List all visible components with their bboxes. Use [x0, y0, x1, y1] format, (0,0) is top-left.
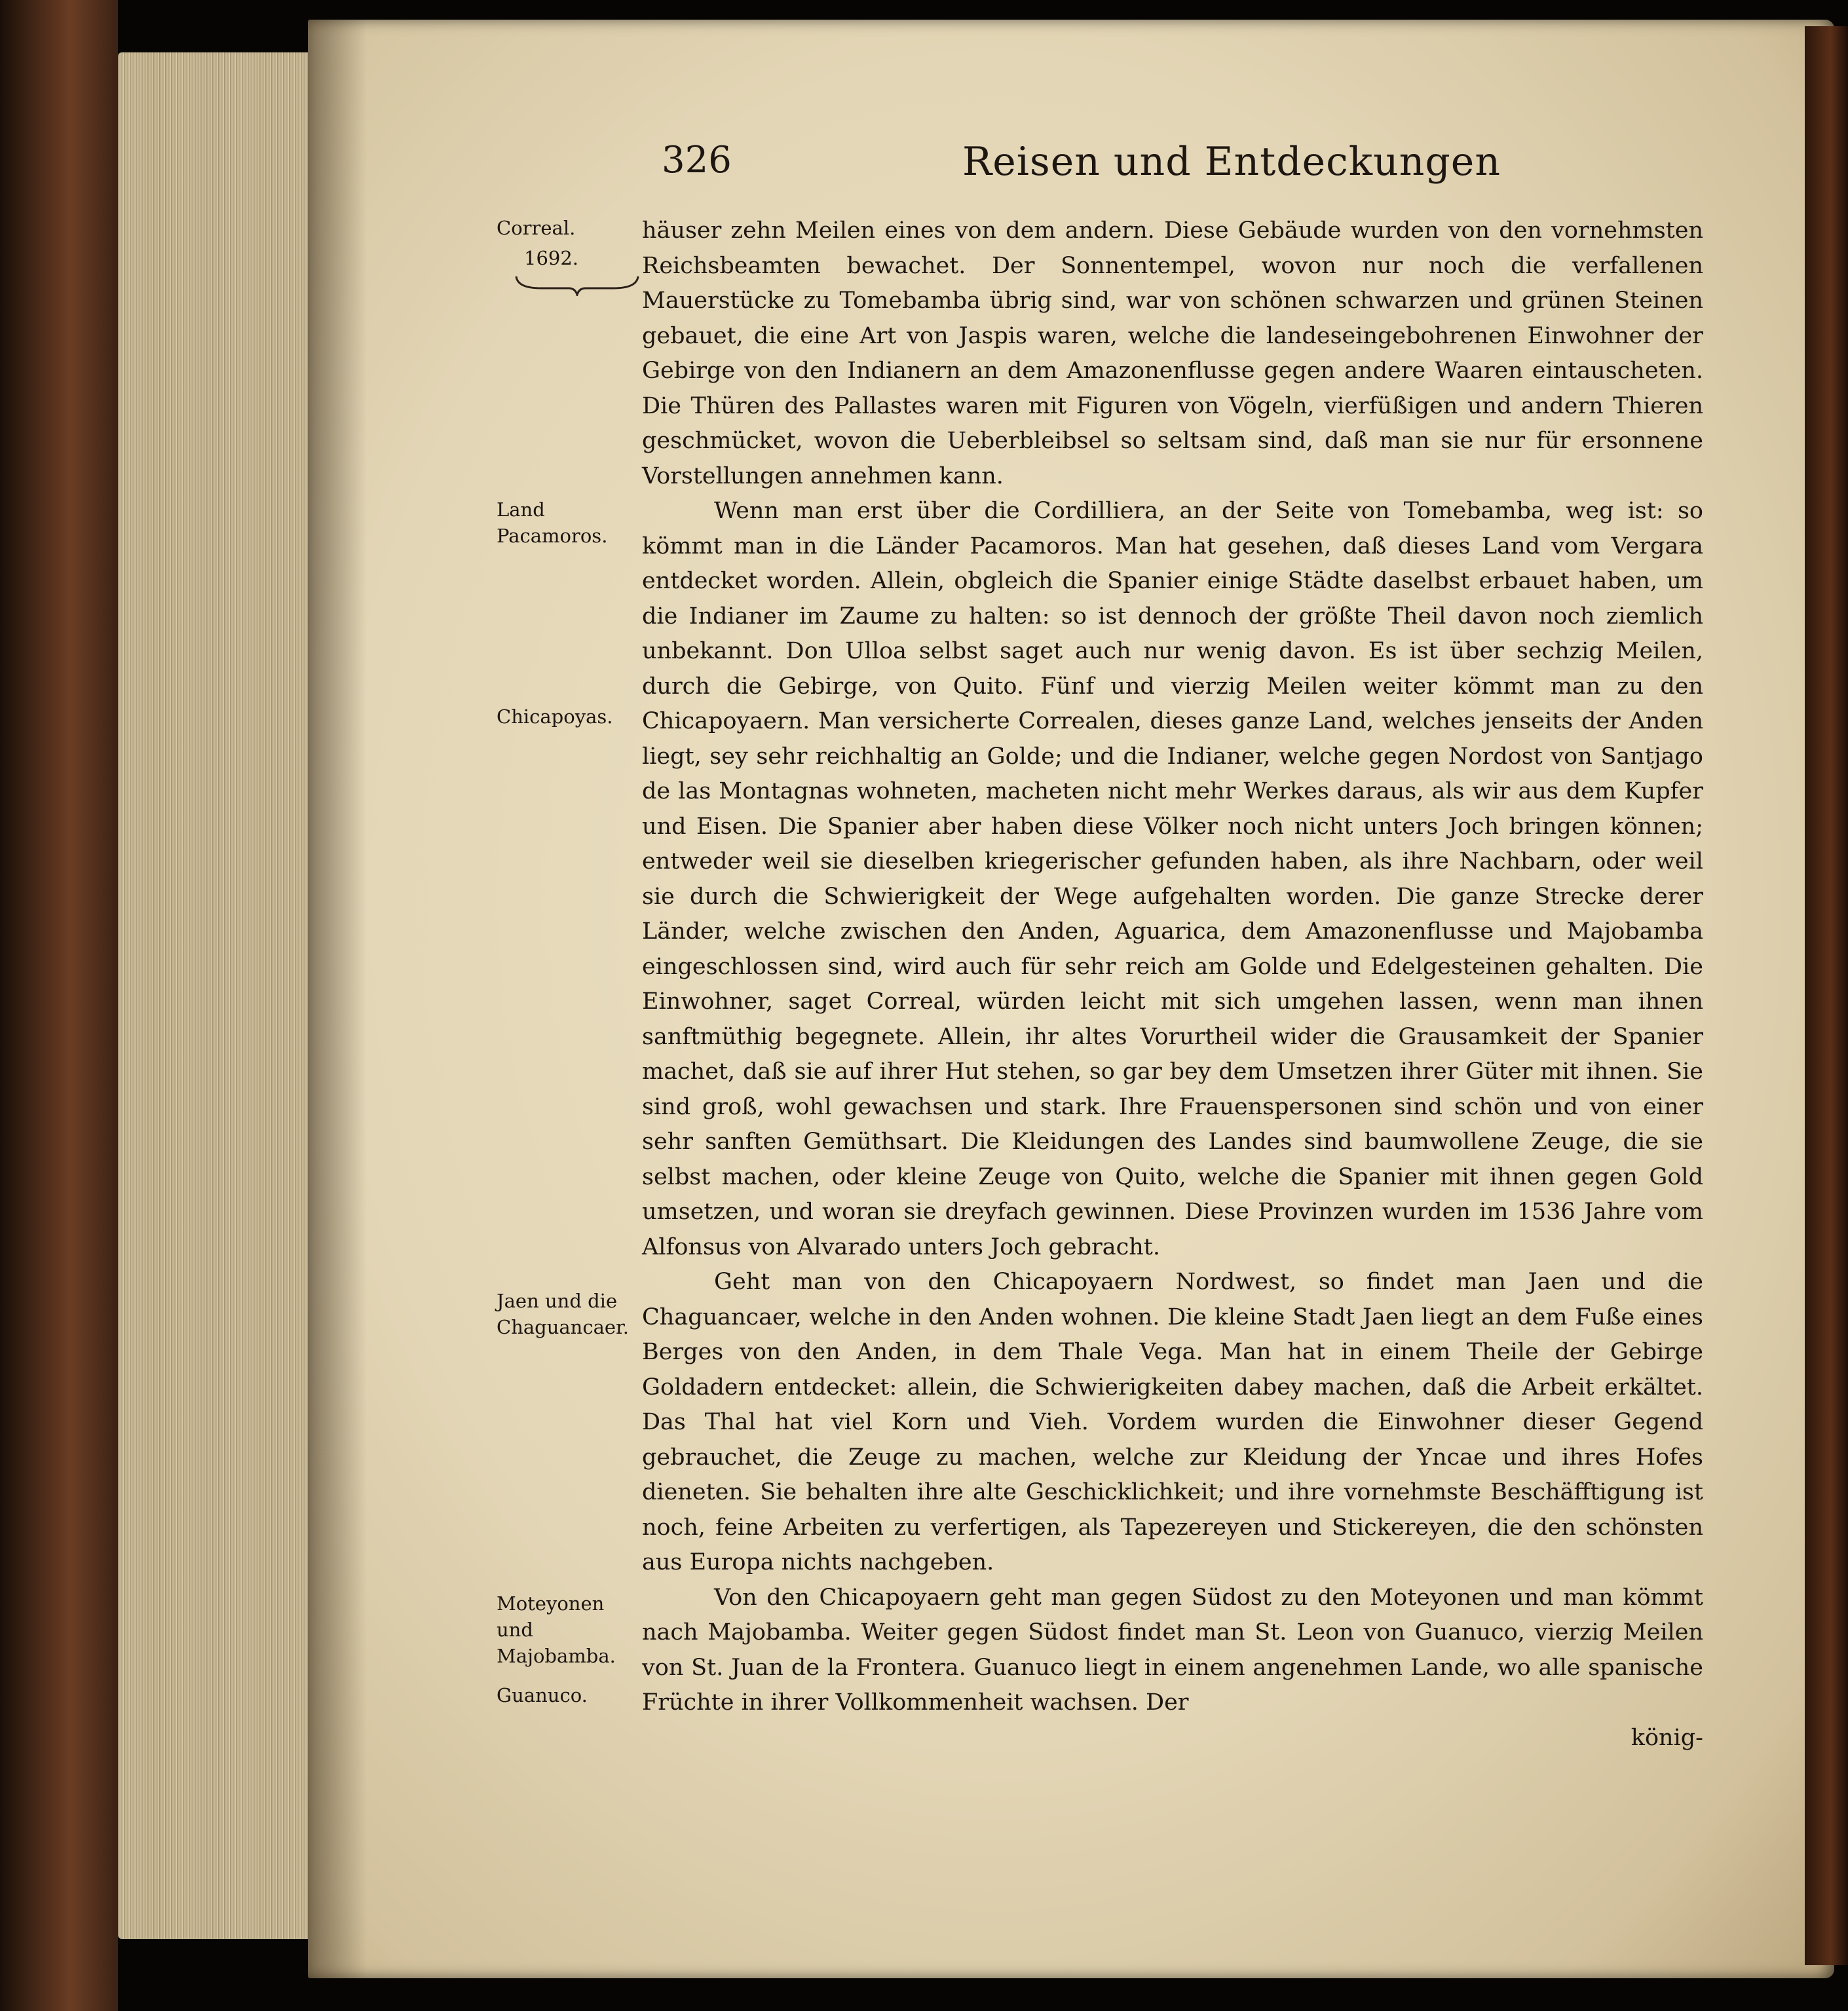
margin-note-chicapoyas: Chicapoyas.	[497, 705, 613, 728]
book-cover-left	[0, 0, 118, 2011]
page-header	[662, 139, 1723, 185]
page-number: 326	[662, 139, 732, 181]
margin-note-pacamoros: Land Pacamoros.	[497, 498, 608, 547]
paragraph-3: Geht man von den Chicapoyaern Nordwest, so findet man Jaen und die Chaguancaer, welche in den Anden wohnen. Die kleine Stadt Jaen liegt an dem Fuße eines Berges von den Anden, in dem Thale Vega. Man hat in einem Theile der Gebirge Goldadern entdecket: allein, die Schwierigkeiten dabey machen, daß die Arbeit erkältet. Das Thal hat viel Korn und Vieh. Vordem wurden die Einwohner dieser Gegend gebrauchet, die Zeuge zu machen, welche zur Kleidung der Yncae und ihres Hofes dieneten. Sie behalten ihre alte Geschicklichkeit; und ihre vornehmste Beschäfftigung ist noch, feine Arbeiten zu verfertigen, als Tapezereyen und Stickereyen, die den schönsten aus Europa nichts nachgeben.	[642, 1269, 1703, 1575]
spine-shadow	[308, 20, 367, 1978]
margin-note-year: 1692.	[524, 247, 579, 269]
body-text	[642, 214, 1703, 1756]
brace-ornament	[515, 274, 639, 296]
margin-note-jaen: Jaen und die Chaguancaer.	[497, 1290, 629, 1338]
paragraph-4: Von den Chicapoyaern geht man gegen Südost zu den Moteyonen und man kömmt nach Majobamba. Weiter gegen Südost findet man St. Leon von Guanuco, vierzig Meilen von St. Juan de la Frontera. Guanuco liegt in einem angenehmen Lande, wo alle spanische Früchte in ihrer Vollkommenheit wachsen. Der	[642, 1584, 1703, 1716]
paragraph-1: häuser zehn Meilen eines von dem andern. Diese Gebäude wurden von den vornehmsten Reichsbeamten bewachet. Der Sonnentempel, wovon nur noch die verfallenen Mauerstücke zu Tomebamba übrig sind, war von schönen schwarzen und grünen Steinen gebauet, die eine Art von Jaspis waren, welche die landeseingebohrenen Einwohner der Gebirge von den Indianern an dem Amazonenflusse gegen andere Waaren eintauscheten. Die Thüren des Pallastes waren mit Figuren von Vögeln, vierfüßigen und andern Thieren geschmücket, wovon die Ueberbleibsel so seltsam sind, daß man sie nur für ersonnene Vorstellungen annehmen kann.	[642, 217, 1703, 489]
margin-note-moteyonen: Moteyonen und Majobamba.	[497, 1592, 616, 1667]
margin-note-correal: Correal.	[497, 217, 576, 239]
running-head: Reisen und Entdeckungen	[962, 139, 1501, 185]
page-edges	[118, 52, 314, 1939]
catchword: könig-	[1631, 1724, 1703, 1751]
book-cover-right	[1805, 26, 1848, 1965]
margin-note-guanuco: Guanuco.	[497, 1684, 588, 1706]
paragraph-2: Wenn man erst über die Cordilliera, an der Seite von Tomebamba, weg ist: so kömmt man in die Länder Pacamoros. Man hat gesehen, daß dieses Land vom Vergara entdecket worden. Allein, obgleich die Spanier einige Städte daselbst erbauet haben, um die Indianer im Zaume zu halten: so ist dennoch der größte Theil davon noch ziemlich unbekannt. Don Ulloa selbst saget auch nur wenig davon. Es ist über sechzig Meilen, durch die Gebirge, von Quito. Fünf und vierzig Meilen weiter kömmt man zu den Chicapoyaern. Man versicherte Correalen, dieses ganze Land, welches jenseits der Anden liegt, sey sehr reichhaltig an Golde; und die Indianer, welche gegen Nordost von Santjago de las Montagnas wohneten, macheten nicht mehr Werkes daraus, als wir aus dem Kupfer und Eisen. Die Spanier aber haben diese Völker noch nicht unters Joch bringen können; entweder weil sie dieselben kriegerischer gefunden haben, als ihre Nachbarn, oder weil sie durch die Schwierigkeit der Wege aufgehalten worden. Die ganze Strecke derer Länder, welche zwischen den Anden, Aguarica, dem Amazonenflusse und Majobamba eingeschlossen sind, wird auch für sehr reich am Golde und Edelgesteinen gehalten. Die Einwohner, saget Correal, würden leicht mit sich umgehen lassen, wenn man ihnen sanftmüthig begegnete. Allein, ihr altes Vorurtheil wider die Grausamkeit der Spanier machet, daß sie auf ihrer Hut stehen, so gar bey dem Umsetzen ihrer Güter mit ihnen. Sie sind groß, wohl gewachsen und stark. Ihre Frauenspersonen sind schön und von einer sehr sanften Gemüthsart. Die Kleidungen des Landes sind baumwollene Zeuge, die sie selbst machen, oder kleine Zeuge von Quito, welche die Spanier mit ihnen gegen Gold umsetzen, und woran sie dreyfach gewinnen. Diese Provinzen wurden im 1536 Jahre vom Alfonsus von Alvarado unters Joch gebracht.	[642, 498, 1703, 1260]
